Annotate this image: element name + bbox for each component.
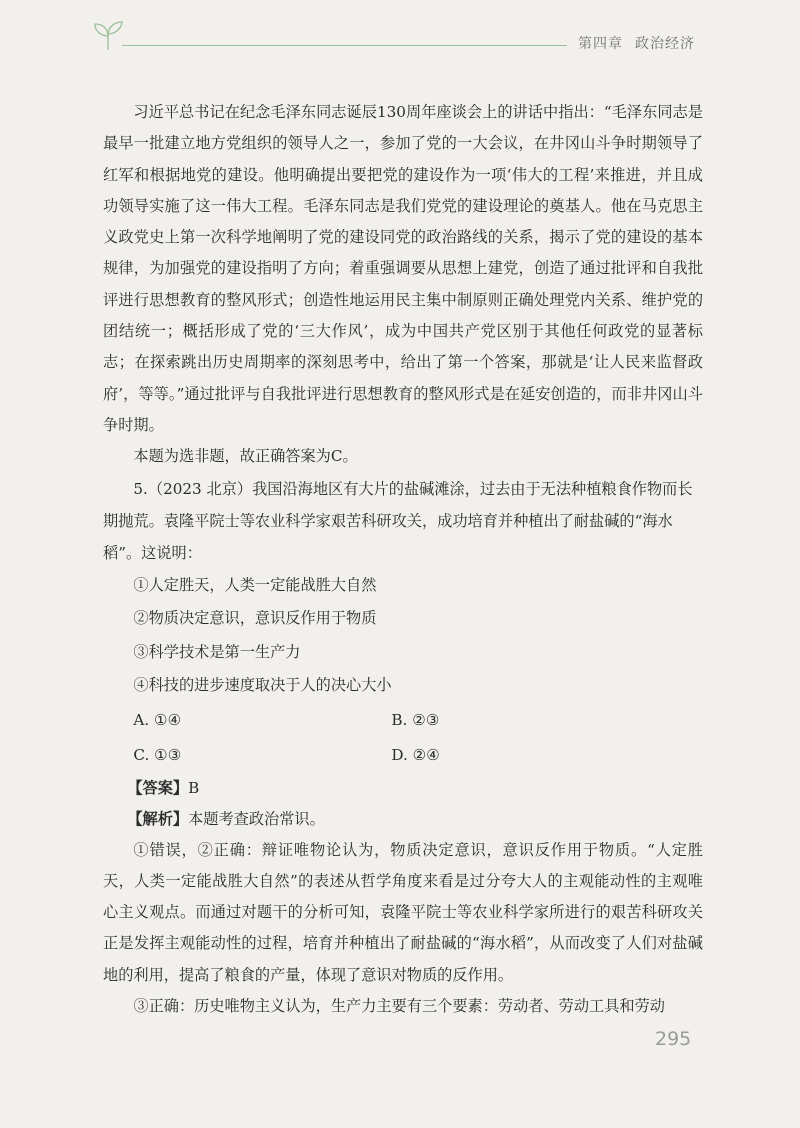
answer-value: B [188, 778, 200, 797]
analysis-paragraph-1: ①错误，②正确：辩证唯物论认为，物质决定意识，意识反作用于物质。“人定胜天，人类一定能战胜大自然”的表述从哲学角度来看是过分夸大人的主观能动性的主观唯心主义观点。而通过对题干的分析可知，袁隆平院士等农业科学家所进行的艰苦科研攻关正是发挥主观能动性的过程，培育并种植出了耐盐碱的“海水稻”，从而改变了人们对盐碱地的利用，提高了粮食的产量，体现了意识对物质的反作用。 [103, 840, 703, 984]
header-rule [122, 45, 567, 46]
answer-note: 本题为选非题，故正确答案为C。 [133, 447, 358, 466]
choice-a: A. ①④ [133, 710, 182, 729]
page-number: 295 [655, 1028, 692, 1050]
option-4: ④科技的进步速度取决于人的决心大小 [133, 676, 392, 695]
choice-b: B. ②③ [391, 710, 440, 729]
running-header [578, 33, 707, 53]
analysis-paragraph-2: ③正确：历史唯物主义认为，生产力主要有三个要素：劳动者、劳动工具和劳动 [133, 997, 665, 1016]
analysis-tag: 【解析】 [127, 809, 189, 828]
answer-line [103, 773, 703, 804]
choice-d: D. ②④ [391, 745, 440, 764]
option-3: ③科学技术是第一生产力 [133, 642, 301, 661]
choice-grid [103, 703, 703, 773]
analysis-line [103, 804, 703, 835]
option-1: ①人定胜天，人类一定能战胜大自然 [133, 575, 377, 594]
answer-tag: 【答案】 [127, 778, 189, 797]
sprout-icon [88, 16, 128, 52]
analysis-value: 本题考查政治常识。 [188, 809, 325, 828]
question-5: 5.（2023 北京）我国沿海地区有大片的盐碱滩涂，过去由于无法种植粮食作物而长期抛荒。袁隆平院士等农业科学家艰苦科研攻关，成功培育并种植出了耐盐碱的“海水稻”。这说明： [103, 479, 693, 562]
choice-c: C. ①③ [133, 745, 182, 764]
page-content [103, 97, 703, 1022]
chapter-title: 政治经济 [635, 36, 695, 52]
quote-paragraph: 习近平总书记在纪念毛泽东同志诞辰130周年座谈会上的讲话中指出：“毛泽东同志是最早一批建立地方党组织的领导人之一，参加了党的一大会议，在井冈山斗争时期领导了红军和根据地党的建设。他明确提出要把党的建设作为一项‘伟大的工程’来推进，并且成功领导实施了这一伟大工程。毛泽东同志是我们党党的建设理论的奠基人。他在马克思主义政党史上第一次科学地阐明了党的建设同党的政治路线的关系，揭示了党的建设的基本规律，为加强党的建设指明了方向；着重强调要从思想上建党，创造了通过批评和自我批评进行思想教育的整风形式；创造性地运用民主集中制原则正确处理党内关系、维护党的团结统一；概括形成了党的‘三大作风’，成为中国共产党区别于其他任何政党的显著标志；在探索跳出历史周期率的深刻思考中，给出了第一个答案，那就是‘让人民来监督政府’，等等。”通过批评与自我批评进行思想教育的整风形式是在延安创造的，而非井冈山斗争时期。 [103, 103, 703, 434]
chapter-label: 第四章 [578, 36, 623, 52]
option-2: ②物质决定意识，意识反作用于物质 [133, 609, 377, 628]
